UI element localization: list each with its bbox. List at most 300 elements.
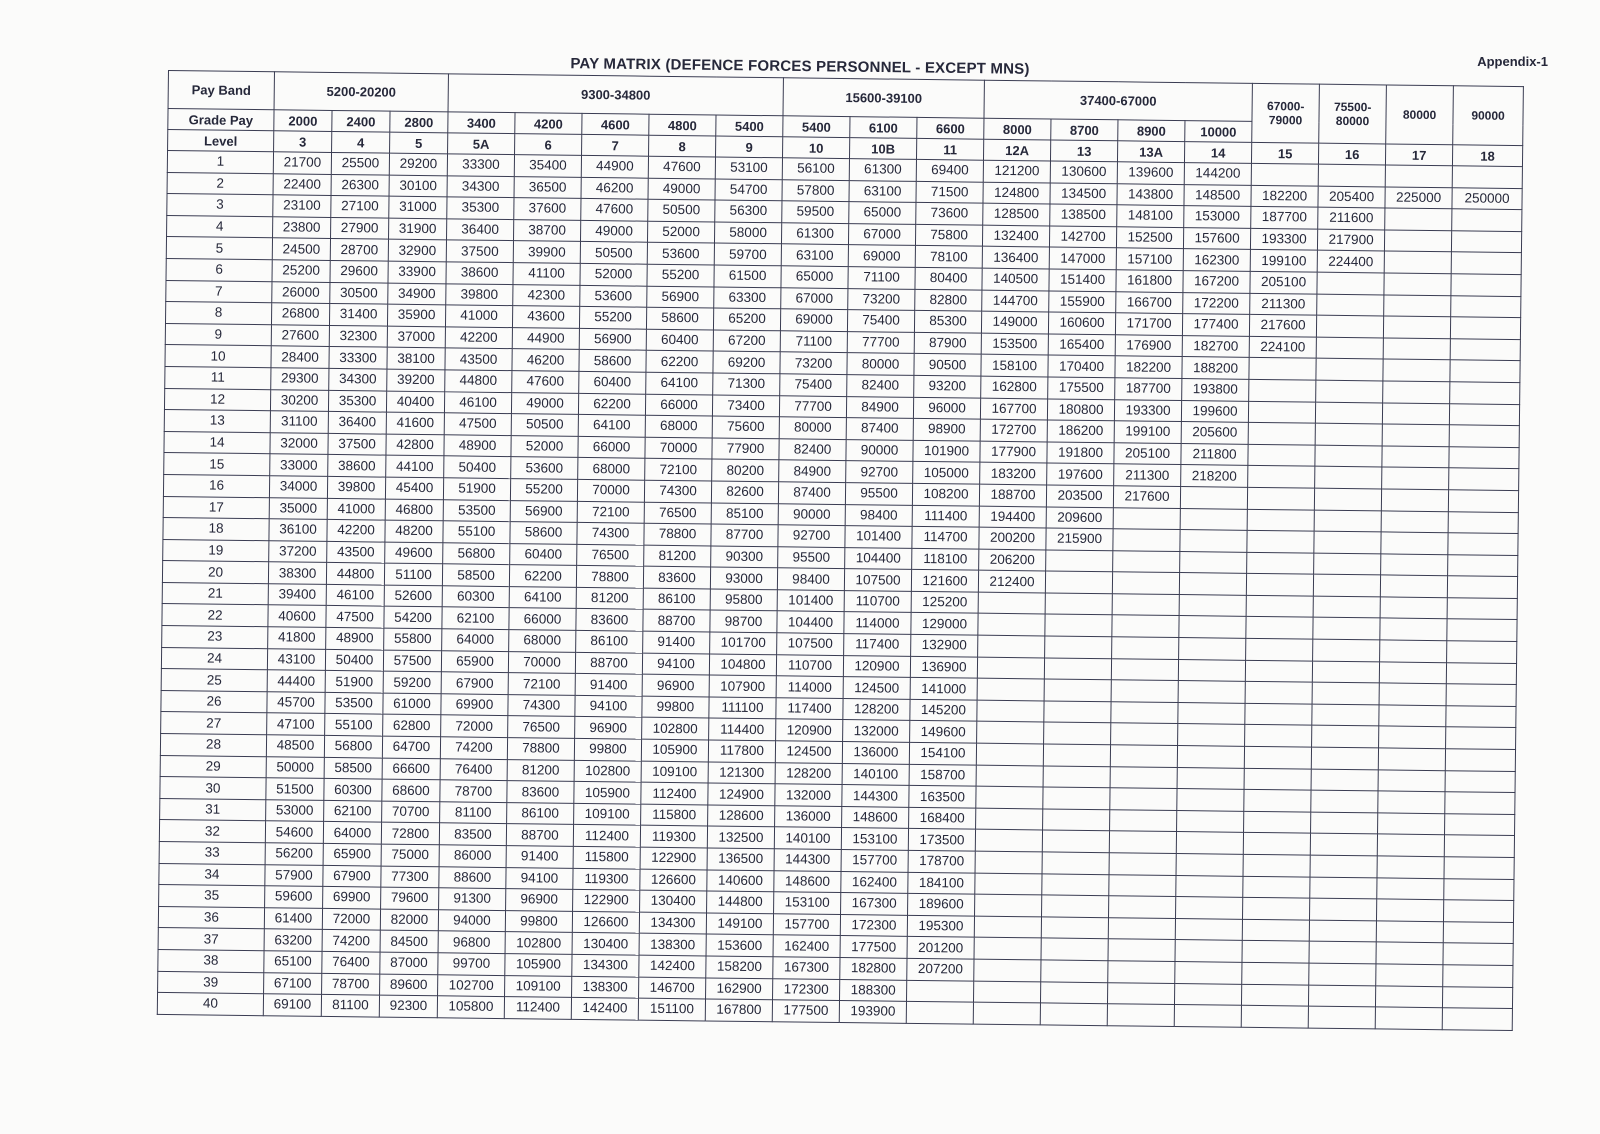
pay-cell: 27100 xyxy=(331,196,389,218)
pay-cell: 118100 xyxy=(912,548,979,570)
pay-cell: 157100 xyxy=(1116,248,1183,270)
pay-cell xyxy=(1176,875,1243,897)
pay-cell: 105000 xyxy=(913,462,980,484)
pay-cell: 132900 xyxy=(911,634,978,656)
pay-cell: 35300 xyxy=(447,197,514,219)
pay-cell: 56100 xyxy=(782,158,849,180)
pay-cell xyxy=(1175,983,1242,1005)
pay-cell xyxy=(1379,662,1446,684)
level-cell: 7 xyxy=(582,134,649,156)
pay-cell: 114000 xyxy=(776,676,843,698)
pay-cell: 61300 xyxy=(781,223,848,245)
pay-cell: 82800 xyxy=(915,289,982,311)
pay-cell xyxy=(977,722,1044,744)
pay-cell xyxy=(1313,639,1380,661)
pay-cell: 153000 xyxy=(1184,206,1251,228)
pay-cell: 136900 xyxy=(910,656,977,678)
row-index-cell: 6 xyxy=(166,258,272,281)
pay-cell: 105900 xyxy=(574,782,641,804)
pay-cell xyxy=(1450,338,1520,360)
pay-cell: 86100 xyxy=(507,802,574,824)
pay-cell: 35400 xyxy=(514,155,581,177)
pay-cell: 104800 xyxy=(709,654,776,676)
pay-cell: 46200 xyxy=(581,177,648,199)
pay-cell xyxy=(1449,446,1519,468)
pay-cell: 124900 xyxy=(708,783,775,805)
pay-cell: 107900 xyxy=(709,675,776,697)
pay-cell: 83500 xyxy=(439,823,506,845)
pay-cell: 75800 xyxy=(915,224,982,246)
pay-cell: 86100 xyxy=(643,588,710,610)
pay-cell xyxy=(1315,466,1382,488)
grade-pay-cell: 4800 xyxy=(649,114,716,136)
pay-cell: 64000 xyxy=(442,629,509,651)
pay-cell xyxy=(1042,895,1109,917)
pay-cell: 33900 xyxy=(388,261,446,283)
pay-cell: 217600 xyxy=(1113,486,1180,508)
pay-cell: 29200 xyxy=(389,153,447,175)
pay-cell xyxy=(1445,770,1515,792)
pay-cell: 130400 xyxy=(640,890,707,912)
pay-cell: 47100 xyxy=(267,713,325,735)
pay-cell: 90000 xyxy=(778,503,845,525)
pay-cell xyxy=(1043,766,1110,788)
grade-pay-cell: 8700 xyxy=(1051,119,1118,141)
pay-cell xyxy=(1311,769,1378,791)
pay-cell: 138500 xyxy=(1050,204,1117,226)
pay-cell: 66000 xyxy=(509,608,576,630)
pay-cell: 144300 xyxy=(842,785,909,807)
pay-cell xyxy=(1251,163,1318,185)
pay-cell xyxy=(976,765,1043,787)
pay-cell: 130400 xyxy=(572,933,639,955)
pay-cell xyxy=(1448,490,1518,512)
pay-cell xyxy=(1316,380,1383,402)
pay-cell xyxy=(1245,660,1312,682)
row-index-cell: 39 xyxy=(158,971,264,994)
row-index-cell: 11 xyxy=(165,366,271,389)
pay-cell: 51900 xyxy=(325,671,383,693)
grade-pay-cell: 2400 xyxy=(332,110,390,132)
pay-cell: 120900 xyxy=(776,719,843,741)
pay-cell: 84500 xyxy=(380,930,438,952)
pay-cell: 91300 xyxy=(439,888,506,910)
pay-cell: 81200 xyxy=(644,545,711,567)
pay-cell xyxy=(1179,638,1246,660)
pay-cell xyxy=(1309,920,1376,942)
pay-cell: 53100 xyxy=(715,157,782,179)
pay-cell: 114000 xyxy=(844,612,911,634)
pay-cell: 24500 xyxy=(272,238,330,260)
pay-cell xyxy=(1452,166,1522,188)
pay-cell: 165400 xyxy=(1048,334,1115,356)
grade-pay-cell: 3400 xyxy=(448,112,515,134)
pay-cell: 129000 xyxy=(911,613,978,635)
pay-cell: 162800 xyxy=(981,376,1048,398)
pay-cell: 62100 xyxy=(442,607,509,629)
pay-cell: 94100 xyxy=(642,653,709,675)
pay-cell xyxy=(974,916,1041,938)
pay-cell: 86000 xyxy=(439,845,506,867)
pay-cell xyxy=(1443,986,1513,1008)
pay-cell: 134300 xyxy=(572,954,639,976)
pay-cell: 35000 xyxy=(269,497,327,519)
pay-cell: 149600 xyxy=(910,721,977,743)
pay-cell: 117800 xyxy=(708,740,775,762)
pay-cell: 44900 xyxy=(512,327,579,349)
pay-cell: 136400 xyxy=(982,247,1049,269)
pay-cell xyxy=(1242,919,1309,941)
pay-cell: 81100 xyxy=(440,802,507,824)
pay-cell: 59600 xyxy=(265,886,323,908)
grade-pay-cell: 8900 xyxy=(1118,120,1185,142)
pay-cell: 43600 xyxy=(512,306,579,328)
pay-cell xyxy=(1446,684,1516,706)
pay-cell: 48900 xyxy=(444,435,511,457)
pay-cell: 87900 xyxy=(914,332,981,354)
pay-cell xyxy=(1315,445,1382,467)
pay-cell xyxy=(1377,877,1444,899)
pay-cell xyxy=(976,808,1043,830)
pay-cell xyxy=(1245,725,1312,747)
pay-cell: 88700 xyxy=(506,824,573,846)
pay-cell: 73200 xyxy=(780,352,847,374)
pay-cell xyxy=(1444,878,1514,900)
pay-cell xyxy=(1041,917,1108,939)
pay-cell xyxy=(1318,164,1385,186)
pay-cell: 197600 xyxy=(1047,463,1114,485)
pay-cell: 157700 xyxy=(841,850,908,872)
grade-pay-cell: 4600 xyxy=(582,113,649,135)
pay-cell: 94000 xyxy=(438,910,505,932)
pay-cell: 88600 xyxy=(439,866,506,888)
pay-cell: 55100 xyxy=(443,521,510,543)
pay-cell: 39400 xyxy=(268,584,326,606)
pay-cell: 52600 xyxy=(384,585,442,607)
pay-cell: 41000 xyxy=(327,498,385,520)
pay-cell: 92700 xyxy=(846,461,913,483)
pay-cell xyxy=(1242,962,1309,984)
pay-cell: 166700 xyxy=(1116,291,1183,313)
pay-cell xyxy=(1446,662,1516,684)
pay-cell: 60400 xyxy=(579,371,646,393)
pay-cell: 29300 xyxy=(271,368,329,390)
pay-cell: 153100 xyxy=(774,892,841,914)
pay-cell: 67100 xyxy=(264,972,322,994)
pay-cell: 25200 xyxy=(272,260,330,282)
pay-cell: 71100 xyxy=(780,331,847,353)
row-index-cell: 1 xyxy=(167,151,273,174)
level-label: Level xyxy=(168,130,274,152)
row-index-cell: 10 xyxy=(165,345,271,368)
pay-cell: 36100 xyxy=(269,519,327,541)
pay-cell xyxy=(1447,598,1517,620)
pay-cell xyxy=(1380,618,1447,640)
pay-cell: 73600 xyxy=(916,203,983,225)
pay-cell: 128500 xyxy=(983,203,1050,225)
pay-cell: 163500 xyxy=(909,786,976,808)
pay-cell: 54200 xyxy=(384,607,442,629)
pay-cell: 126600 xyxy=(640,869,707,891)
pay-cell: 136000 xyxy=(775,806,842,828)
row-index-cell: 40 xyxy=(157,993,263,1016)
pay-cell xyxy=(1044,658,1111,680)
pay-cell: 176900 xyxy=(1115,335,1182,357)
pay-cell: 54700 xyxy=(715,179,782,201)
pay-cell xyxy=(1041,981,1108,1003)
pay-cell xyxy=(1449,403,1519,425)
pay-cell: 82600 xyxy=(711,481,778,503)
row-index-cell: 33 xyxy=(159,841,265,864)
pay-cell: 177500 xyxy=(772,1000,839,1022)
pay-cell xyxy=(1112,572,1179,594)
pay-cell xyxy=(973,1002,1040,1024)
pay-cell: 37500 xyxy=(446,240,513,262)
pay-cell: 153600 xyxy=(706,934,773,956)
pay-cell: 96800 xyxy=(438,931,505,953)
pay-cell: 193900 xyxy=(839,1001,906,1023)
pay-cell xyxy=(1247,530,1314,552)
pay-cell: 81100 xyxy=(321,995,379,1017)
pay-cell: 148600 xyxy=(842,806,909,828)
pay-cell: 105800 xyxy=(437,996,504,1018)
pay-cell: 212400 xyxy=(978,570,1045,592)
pay-cell xyxy=(974,938,1041,960)
pay-cell xyxy=(1044,679,1111,701)
level-cell: 10 xyxy=(783,137,850,159)
pay-cell: 99800 xyxy=(505,910,572,932)
pay-cell xyxy=(1249,358,1316,380)
pay-cell: 79600 xyxy=(381,887,439,909)
pay-cell: 112400 xyxy=(504,997,571,1019)
row-index-cell: 28 xyxy=(160,733,266,756)
pay-cell: 22400 xyxy=(273,173,331,195)
pay-cell: 71300 xyxy=(713,373,780,395)
pay-cell: 69900 xyxy=(323,887,381,909)
pay-cell xyxy=(1042,830,1109,852)
pay-cell xyxy=(1309,963,1376,985)
pay-cell: 203500 xyxy=(1046,485,1113,507)
pay-cell xyxy=(1241,1005,1308,1027)
pay-cell: 109100 xyxy=(574,803,641,825)
pay-cell xyxy=(1310,834,1377,856)
pay-cell xyxy=(1043,744,1110,766)
pay-cell: 95800 xyxy=(710,589,777,611)
pay-cell xyxy=(978,635,1045,657)
grade-pay-cell: 6600 xyxy=(917,117,984,139)
pay-cell: 112400 xyxy=(641,782,708,804)
pay-cell xyxy=(1110,788,1177,810)
pay-cell: 68000 xyxy=(578,458,645,480)
pay-cell xyxy=(1245,703,1312,725)
row-index-cell: 17 xyxy=(163,496,269,519)
pay-cell: 98400 xyxy=(845,504,912,526)
pay-cell: 83600 xyxy=(643,566,710,588)
pay-cell: 158100 xyxy=(981,355,1048,377)
pay-cell xyxy=(1446,727,1516,749)
pay-cell xyxy=(1450,317,1520,339)
pay-cell: 64700 xyxy=(382,736,440,758)
pay-cell: 57500 xyxy=(383,650,441,672)
pay-cell: 211600 xyxy=(1318,207,1385,229)
pay-cell xyxy=(978,592,1045,614)
pay-cell: 121600 xyxy=(911,570,978,592)
pay-cell: 34000 xyxy=(269,476,327,498)
pay-cell: 47500 xyxy=(326,606,384,628)
pay-band-cell: 5200-20200 xyxy=(274,72,448,112)
pay-cell: 101900 xyxy=(913,440,980,462)
pay-band-cell: 9300-34800 xyxy=(448,74,783,116)
pay-cell xyxy=(974,959,1041,981)
pay-cell: 69100 xyxy=(263,994,321,1016)
pay-cell: 62800 xyxy=(383,715,441,737)
pay-cell: 49000 xyxy=(580,220,647,242)
grade-pay-label: Grade Pay xyxy=(168,109,274,131)
pay-cell: 60300 xyxy=(442,586,509,608)
pay-cell: 121300 xyxy=(708,762,775,784)
pay-cell: 60300 xyxy=(324,779,382,801)
pay-cell xyxy=(1176,832,1243,854)
pay-cell: 78700 xyxy=(440,780,507,802)
pay-cell: 101400 xyxy=(777,590,844,612)
pay-cell: 50400 xyxy=(325,649,383,671)
row-index-cell: 18 xyxy=(163,518,269,541)
pay-cell: 80000 xyxy=(847,353,914,375)
pay-cell: 37000 xyxy=(387,326,445,348)
pay-cell: 224100 xyxy=(1249,336,1316,358)
pay-cell xyxy=(1450,360,1520,382)
pay-cell: 82400 xyxy=(779,438,846,460)
pay-cell xyxy=(1246,574,1313,596)
pay-cell xyxy=(1177,767,1244,789)
pay-cell: 143800 xyxy=(1117,183,1184,205)
pay-cell: 72000 xyxy=(322,908,380,930)
pay-cell xyxy=(1449,468,1519,490)
pay-cell xyxy=(1384,230,1451,252)
pay-cell xyxy=(1314,510,1381,532)
pay-cell xyxy=(1112,637,1179,659)
pay-cell: 26000 xyxy=(272,281,330,303)
pay-cell: 189600 xyxy=(908,894,975,916)
pay-cell: 65900 xyxy=(323,843,381,865)
pay-cell: 63100 xyxy=(849,180,916,202)
pay-cell xyxy=(1111,723,1178,745)
pay-cell xyxy=(1451,295,1521,317)
pay-band-cell: 80000 xyxy=(1386,85,1454,145)
pay-cell: 206200 xyxy=(979,549,1046,571)
pay-cell: 38300 xyxy=(268,562,326,584)
pay-cell xyxy=(1378,748,1445,770)
pay-cell: 46200 xyxy=(512,349,579,371)
pay-cell: 117400 xyxy=(844,634,911,656)
pay-cell: 119300 xyxy=(640,826,707,848)
pay-cell: 43500 xyxy=(445,348,512,370)
pay-cell: 124500 xyxy=(843,677,910,699)
pay-cell xyxy=(1314,553,1381,575)
pay-cell: 63100 xyxy=(781,244,848,266)
level-cell: 15 xyxy=(1252,142,1319,164)
pay-cell: 50000 xyxy=(266,756,324,778)
pay-cell: 96900 xyxy=(506,889,573,911)
pay-cell xyxy=(977,657,1044,679)
pay-cell: 130600 xyxy=(1050,161,1117,183)
pay-cell xyxy=(1244,746,1311,768)
level-cell: 8 xyxy=(649,135,716,157)
pay-cell: 102800 xyxy=(642,718,709,740)
pay-cell xyxy=(1043,787,1110,809)
pay-cell: 52000 xyxy=(647,221,714,243)
pay-cell: 128600 xyxy=(708,805,775,827)
pay-cell: 177900 xyxy=(980,441,1047,463)
row-index-cell: 26 xyxy=(161,690,267,713)
pay-cell: 140100 xyxy=(774,827,841,849)
pay-cell: 59500 xyxy=(782,201,849,223)
pay-cell: 125200 xyxy=(911,591,978,613)
pay-cell: 69900 xyxy=(441,694,508,716)
pay-cell: 60400 xyxy=(646,329,713,351)
level-cell: 16 xyxy=(1319,143,1386,165)
grade-pay-cell: 6100 xyxy=(850,117,917,139)
pay-cell: 44800 xyxy=(445,370,512,392)
pay-cell: 44400 xyxy=(267,670,325,692)
pay-cell: 68000 xyxy=(509,630,576,652)
pay-cell xyxy=(1444,900,1514,922)
pay-cell: 144200 xyxy=(1184,163,1251,185)
pay-cell xyxy=(975,873,1042,895)
pay-cell: 53500 xyxy=(443,499,510,521)
pay-cell: 31400 xyxy=(329,304,387,326)
pay-cell: 58600 xyxy=(646,307,713,329)
pay-cell xyxy=(1044,701,1111,723)
row-index-cell: 36 xyxy=(158,906,264,929)
pay-cell: 42200 xyxy=(327,520,385,542)
pay-cell: 69000 xyxy=(780,309,847,331)
pay-band-cell: 15600-39100 xyxy=(783,78,984,118)
pay-cell: 122900 xyxy=(640,847,707,869)
pay-cell: 110700 xyxy=(844,590,911,612)
pay-cell: 29600 xyxy=(330,260,388,282)
pay-cell xyxy=(1316,337,1383,359)
pay-cell: 175500 xyxy=(1048,377,1115,399)
pay-cell: 42800 xyxy=(386,434,444,456)
pay-cell: 66600 xyxy=(382,758,440,780)
pay-cell: 87000 xyxy=(380,952,438,974)
pay-cell: 72800 xyxy=(381,822,439,844)
pay-cell xyxy=(1174,1005,1241,1027)
level-cell: 3 xyxy=(274,131,332,153)
pay-cell: 31000 xyxy=(389,196,447,218)
pay-cell: 96000 xyxy=(913,397,980,419)
pay-cell: 162400 xyxy=(773,935,840,957)
pay-cell: 146700 xyxy=(639,977,706,999)
pay-cell xyxy=(1444,835,1514,857)
pay-cell: 90500 xyxy=(914,354,981,376)
pay-cell: 57900 xyxy=(265,864,323,886)
pay-cell: 121200 xyxy=(983,160,1050,182)
pay-cell xyxy=(1315,402,1382,424)
pay-cell: 52000 xyxy=(511,435,578,457)
pay-cell: 182800 xyxy=(840,958,907,980)
pay-cell xyxy=(1177,789,1244,811)
pay-cell xyxy=(1175,918,1242,940)
row-index-cell: 7 xyxy=(166,280,272,303)
pay-cell xyxy=(1109,896,1176,918)
pay-cell: 35900 xyxy=(387,304,445,326)
pay-cell xyxy=(1244,768,1311,790)
pay-cell xyxy=(1044,722,1111,744)
pay-cell xyxy=(1379,683,1446,705)
pay-cell xyxy=(1443,943,1513,965)
